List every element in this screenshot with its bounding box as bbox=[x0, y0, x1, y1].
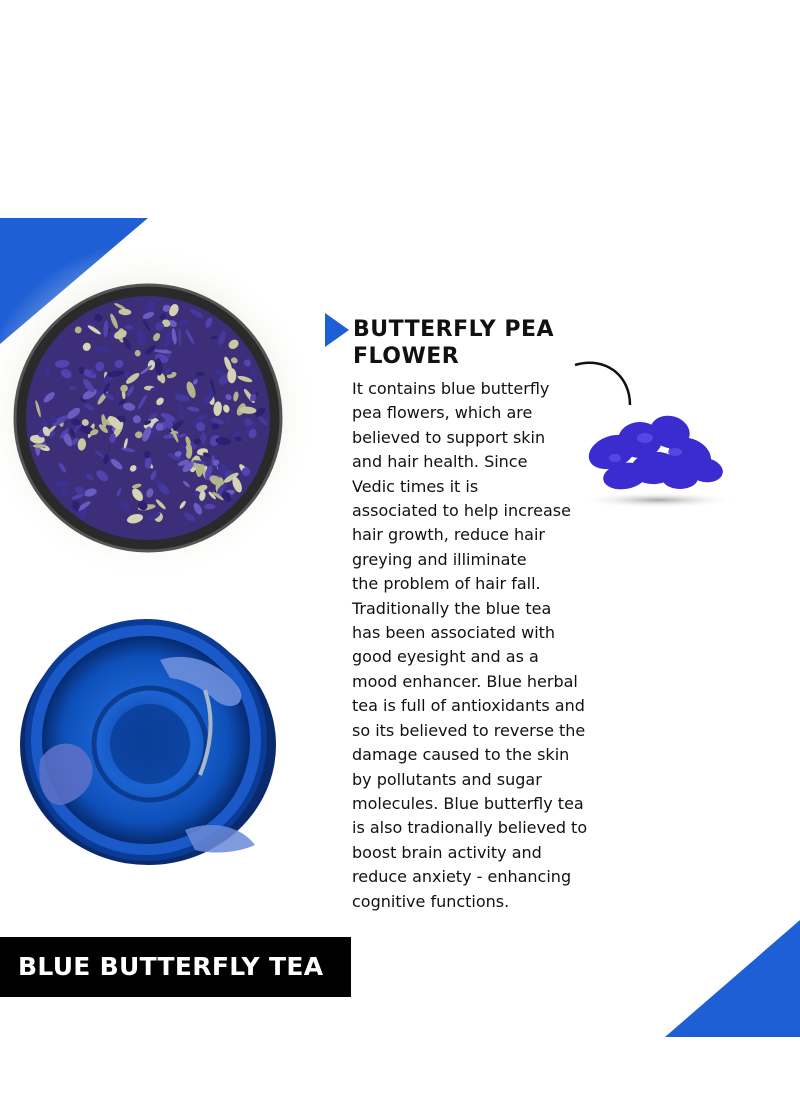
flower-petals bbox=[584, 411, 725, 492]
banner-title: BLUE BUTTERFLY TEA bbox=[18, 952, 324, 981]
description-line: mood enhancer. Blue herbal bbox=[352, 671, 578, 691]
description-line: is also tradionally believed to bbox=[352, 818, 588, 838]
description-line: molecules. Blue butterfly tea bbox=[352, 793, 584, 813]
description-line: hair growth, reduce hair bbox=[352, 525, 545, 545]
heading-play-marker-icon bbox=[325, 313, 349, 347]
description-line: tea is full of antioxidants and bbox=[352, 696, 585, 716]
heading-line: FLOWER bbox=[353, 344, 460, 369]
blue-tea-cup-image bbox=[20, 622, 276, 865]
cup-center bbox=[110, 704, 190, 784]
flower-shadow bbox=[578, 492, 738, 508]
section-heading bbox=[353, 316, 613, 370]
description-line: greying and illiminate bbox=[352, 549, 527, 569]
dried-flowers-bowl-image bbox=[0, 242, 318, 582]
description-line: reduce anxiety - enhancing bbox=[352, 867, 572, 887]
bottom-right-blue-triangle bbox=[665, 920, 800, 1037]
description-line: It contains blue butterfly bbox=[352, 379, 550, 398]
description-line: Vedic times it is bbox=[352, 476, 479, 496]
description-line: Traditionally the blue tea bbox=[352, 598, 552, 618]
description-line: has been associated with bbox=[352, 623, 556, 643]
description-line: so its believed to reverse the bbox=[352, 720, 586, 740]
heading-line: BUTTERFLY PEA bbox=[353, 317, 555, 342]
description-line: damage caused to the skin bbox=[352, 745, 570, 765]
description-line: believed to support skin bbox=[352, 427, 546, 447]
floating-flower-bottom-right bbox=[185, 825, 255, 852]
description-line: pea flowers, which are bbox=[352, 403, 533, 423]
description-line: cognitive functions. bbox=[352, 891, 510, 911]
description-line: the problem of hair fall. bbox=[352, 574, 541, 594]
description-text bbox=[352, 377, 602, 914]
description-line: and hair health. Since bbox=[352, 452, 528, 472]
description-line: boost brain activity and bbox=[352, 842, 542, 862]
title-banner bbox=[0, 937, 351, 997]
description-line: by pollutants and sugar bbox=[352, 769, 542, 789]
dried-petal bbox=[33, 444, 47, 447]
description-line: associated to help increase bbox=[352, 501, 571, 521]
description-line: good eyesight and as a bbox=[352, 647, 539, 667]
